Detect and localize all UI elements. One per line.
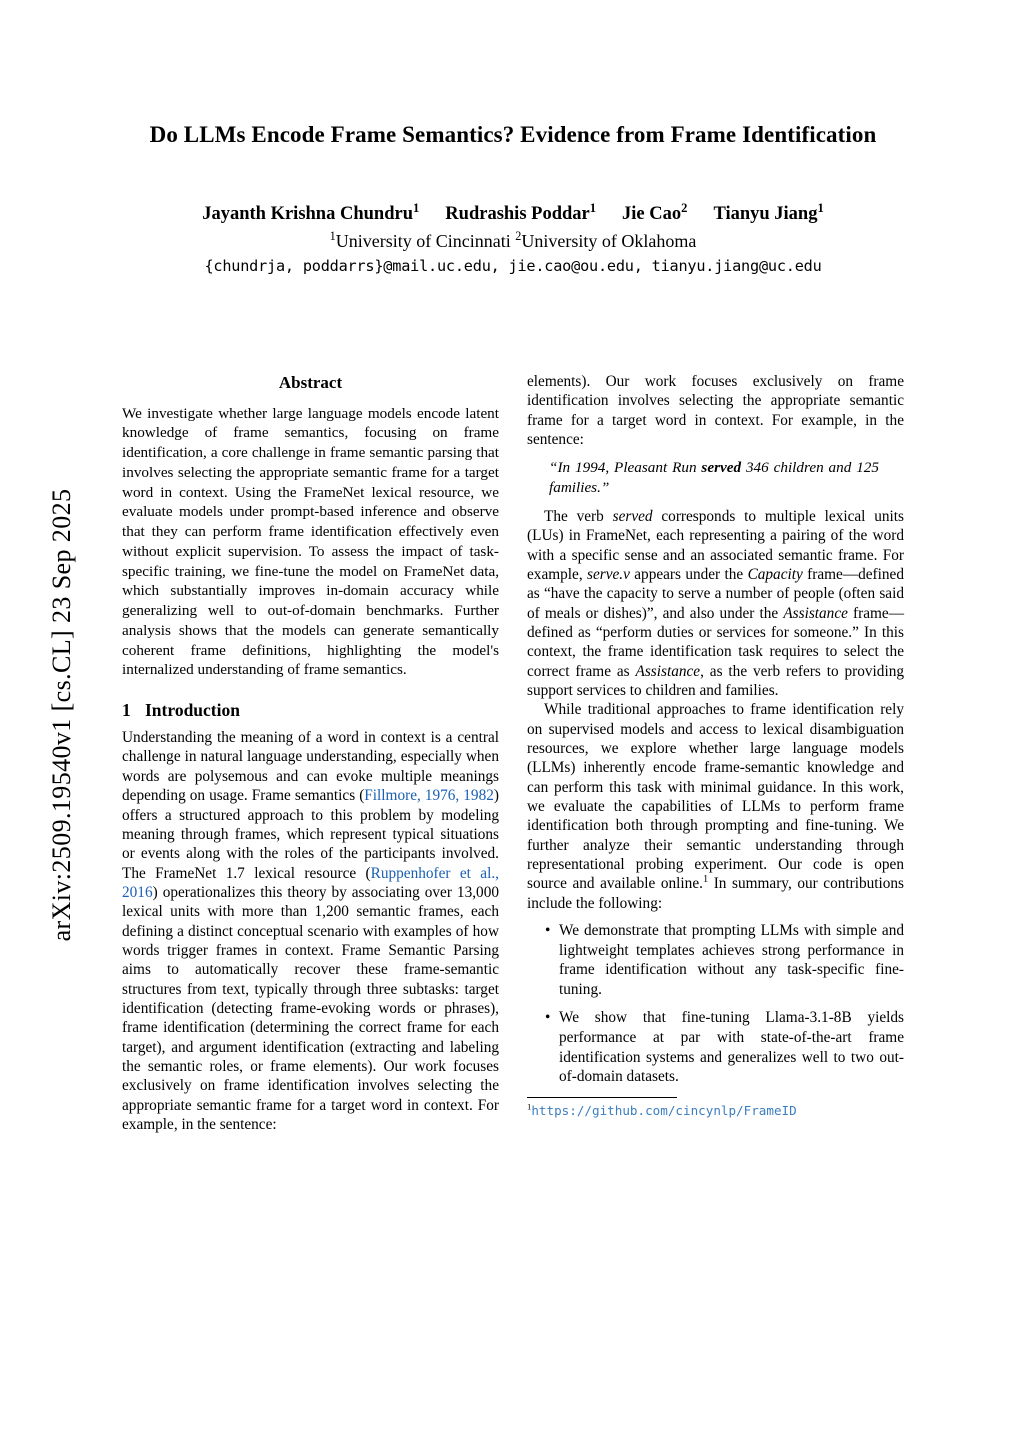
paragraph-contributions-intro: While traditional approaches to frame identification rely on supervised models and access to lexical disambiguation resources, we explore whether large language models (LLMs) inherently encode frame-semantic knowledge and can perform this task with minimal guidance. In this work, we evaluate the capabilities of LLMs to perform frame identification both through prompting and fine-tuning. We further analyze their semantic understanding through representational probing experiment. Our code is open source and available online.$^1$ In summary, our contributions include the following: xyxy=(527,701,905,912)
affil-marker-2: 2 xyxy=(515,229,522,243)
author-1-affil-marker: 1 xyxy=(413,200,420,215)
author-list xyxy=(122,200,904,225)
right-column xyxy=(527,372,904,1134)
footnote xyxy=(527,1103,904,1120)
author-4: Tianyu Jiang$^1$ xyxy=(713,200,824,224)
right-continuation-paragraph: elements). Our work focuses exclusively on frame identification involves selecting the appropriate semantic frame for a target word in context. For example, in the sentence: xyxy=(527,373,904,449)
quote-pre: “In 1994, Pleasant Run xyxy=(549,459,702,477)
arxiv-stamp: arXiv:2509.19540v1 [cs.CL] 23 Sep 2025 xyxy=(47,488,76,942)
footnote-marker[interactable]: 1 xyxy=(702,874,709,886)
intro-text-b: ) offers a structured approach to this problem by modeling meaning through frames, which represent typical situations or events along with the roles of the participants involved. The FrameNet 1.7 lexical resource ( xyxy=(122,787,499,882)
citation-fillmore[interactable]: Fillmore, 1976, 1982 xyxy=(364,787,494,805)
author-3-affil-marker: 2 xyxy=(681,200,688,215)
list-item: • We demonstrate that prompting LLMs with simple and lightweight templates achieves strong performance in frame identification without any task-specific fine-tuning. xyxy=(547,921,904,999)
author-4-affil-marker: 1 xyxy=(817,200,824,215)
intro-text-a: Understanding the meaning of a word in context is a central challenge in natural language understanding, especially when words are polysemous and can evoke multiple meanings depending on usage. Frame semantics ( xyxy=(122,729,499,805)
page-title: Do LLMs Encode Frame Semantics? Evidence from Frame Identification xyxy=(149,122,877,147)
author-emails: {chundrja, poddarrs}@mail.uc.edu, jie.cao@ou.edu, tianyu.jiang@uc.edu xyxy=(204,257,822,275)
footnote-divider xyxy=(527,1097,677,1098)
citation-ruppenhofer[interactable]: Ruppenhofer et al., 2016 xyxy=(122,864,499,901)
intro-text-c: ) operationalizes this theory by associating over 13,000 lexical units with more than 1,200 semantic frames, each defining a distinct conceptual scenario with examples of how words trigger frames in context. Frame Semantic Parsing aims to automatically recover these frame-semantic structures from text, typically through three subtasks: target identification (detecting frame-evoking words or phrases), frame identification (determining the correct frame for each target), and argument identification (extracting and labeling the semantic roles, or frame elements). Our work focuses exclusively on frame identification involves selecting the appropriate semantic frame for a target word in context. For example, in the sentence: xyxy=(122,883,499,1133)
footnote-number: 1 xyxy=(527,1101,532,1112)
footnote-link[interactable]: https://github.com/cincynlp/FrameID xyxy=(531,1102,797,1118)
section-title: Introduction xyxy=(145,700,240,720)
two-column-body xyxy=(122,372,904,1134)
section-heading-introduction xyxy=(122,699,499,721)
quote-post: 346 children and 125 families.” xyxy=(549,459,879,497)
affiliation-2: University of Oklahoma xyxy=(521,231,697,251)
example-sentence-quote xyxy=(549,458,879,498)
quote-target-word: served xyxy=(701,459,742,477)
affil-marker-1: 1 xyxy=(329,229,336,243)
abstract-text: We investigate whether large language models encode latent knowledge of frame semantics, focusing on frame identification, a core challenge in frame semantic parsing that involves selecting the appropriate semantic frame for a target word in context. Using the FrameNet lexical resource, we evaluate models under prompt-based inference and observe that they can perform frame identification effectively even without explicit supervision. To assess the impact of task-specific training, we fine-tune the model on FrameNet data, which substantially improves in-domain accuracy while generalizing well to out-of-domain benchmarks. Further analysis shows that the models can generate semantically coherent frame definitions, highlighting the model's internalized understanding of frame semantics. xyxy=(122,404,499,679)
intro-paragraph-1 xyxy=(122,728,499,1134)
affiliation-line xyxy=(122,231,904,252)
affiliation-1: University of Cincinnati xyxy=(335,231,511,251)
author-1: Jayanth Krishna Chundru$^1$ xyxy=(202,200,420,224)
list-item: • We show that fine-tuning Llama-3.1-8B yields performance at par with state-of-the-art frame identification systems and generalizes well to two out-of-domain datasets. xyxy=(547,1008,904,1086)
abstract-heading: Abstract xyxy=(278,373,343,392)
author-3: Jie Cao$^2$ xyxy=(622,200,688,224)
author-2: Rudrashis Poddar$^1$ xyxy=(445,200,597,224)
contribution-list xyxy=(527,921,904,1087)
section-number: 1 xyxy=(122,700,131,720)
paper-content xyxy=(122,0,904,1448)
author-2-affil-marker: 1 xyxy=(589,200,597,215)
left-column xyxy=(122,372,499,1134)
paragraph-served-lus: The verb served corresponds to multiple lexical units (LUs) in FrameNet, each representing a pairing of the word with a specific sense and an associated semantic frame. For example, serve.v appears under the Capacity frame—defined as “have the capacity to serve a number of people (often said of meals or dishes)”, and also under the Assistance frame—defined as “perform duties or services for someone.” In this context, the frame identification task requires to select the correct frame as Assistance, as the verb refers to providing support services to children and families. xyxy=(527,507,905,699)
